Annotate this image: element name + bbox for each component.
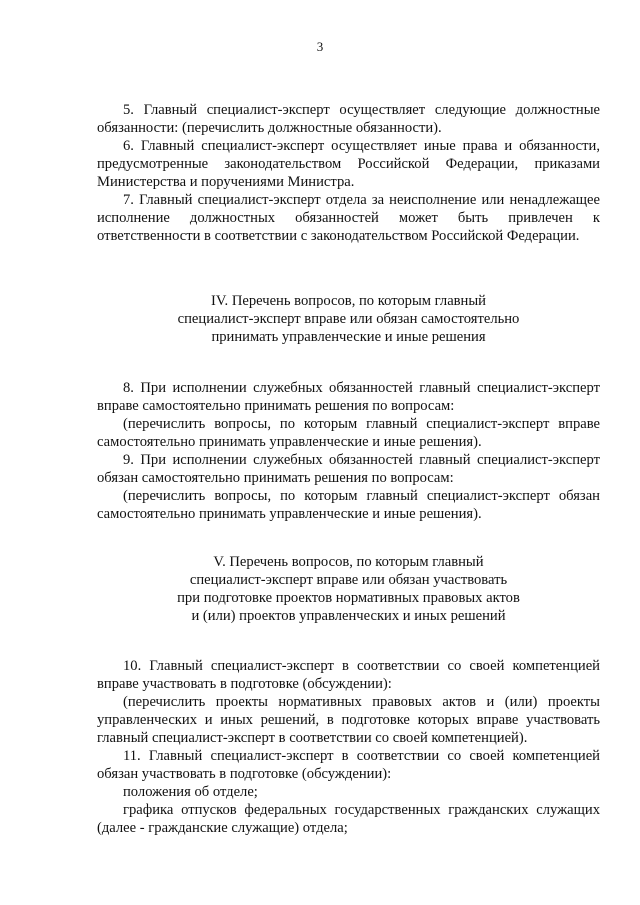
paragraph-8-list: (перечислить вопросы, по которым главный специалист-эксперт вправе самостоятельно принимать управленческие и иные решения).	[97, 416, 600, 450]
paragraph-9: 9. При исполнении служебных обязанностей главный специалист-эксперт обязан самостоятельно принимать решения по вопросам:	[97, 452, 600, 486]
page-number: 3	[316, 39, 324, 54]
paragraph-11-item-2: графика отпусков федеральных государственных гражданских служащих (далее - гражданские служащие) отдела;	[97, 802, 600, 836]
paragraph-6: 6. Главный специалист-эксперт осуществляет иные права и обязанности, предусмотренные законодательством Российской Федерации, приказами Министерства и поручениями Министра.	[97, 138, 600, 190]
section-iv-heading-line-2: специалист-эксперт вправе или обязан самостоятельно	[177, 311, 520, 327]
section-v-heading	[97, 553, 600, 625]
section-iv-heading-line-1: IV. Перечень вопросов, по которым главный	[211, 293, 486, 309]
section-v-heading-line-2: специалист-эксперт вправе или обязан участвовать	[189, 572, 508, 588]
section-iv-heading-line-3: принимать управленческие и иные решения	[211, 329, 486, 345]
paragraph-10: 10. Главный специалист-эксперт в соответствии со своей компетенцией вправе участвовать в подготовке (обсуждении):	[97, 658, 600, 692]
drafting-section	[97, 657, 600, 837]
decisions-section	[97, 379, 600, 523]
paragraph-11-item-1: положения об отделе;	[123, 784, 258, 800]
paragraph-10-list: (перечислить проекты нормативных правовых актов и (или) проекты управленческих и иных решений, в подготовке которых вправе участвовать главный специалист-эксперт в соответствии со своей компетенцией).	[97, 694, 600, 746]
paragraph-5: 5. Главный специалист-эксперт осуществляет следующие должностные обязанности: (перечислить должностные обязанности).	[97, 102, 600, 136]
section-v-heading-line-3: при подготовке проектов нормативных правовых актов	[177, 590, 520, 606]
paragraph-9-list: (перечислить вопросы, по которым главный специалист-эксперт обязан самостоятельно принимать управленческие и иные решения).	[97, 488, 600, 522]
paragraph-8: 8. При исполнении служебных обязанностей главный специалист-эксперт вправе самостоятельно принимать решения по вопросам:	[97, 380, 600, 414]
paragraph-11: 11. Главный специалист-эксперт в соответствии со своей компетенцией обязан участвовать в подготовке (обсуждении):	[97, 748, 600, 782]
section-iv-heading	[97, 292, 600, 346]
paragraph-7: 7. Главный специалист-эксперт отдела за неисполнение или ненадлежащее исполнение должностных обязанностей может быть привлечен к ответственности в соответствии с законодательством Российской Федерации.	[97, 192, 600, 244]
duties-section	[97, 101, 600, 245]
section-v-heading-line-1: V. Перечень вопросов, по которым главный	[213, 554, 484, 570]
section-v-heading-line-4: и (или) проектов управленческих и иных решений	[191, 608, 506, 624]
